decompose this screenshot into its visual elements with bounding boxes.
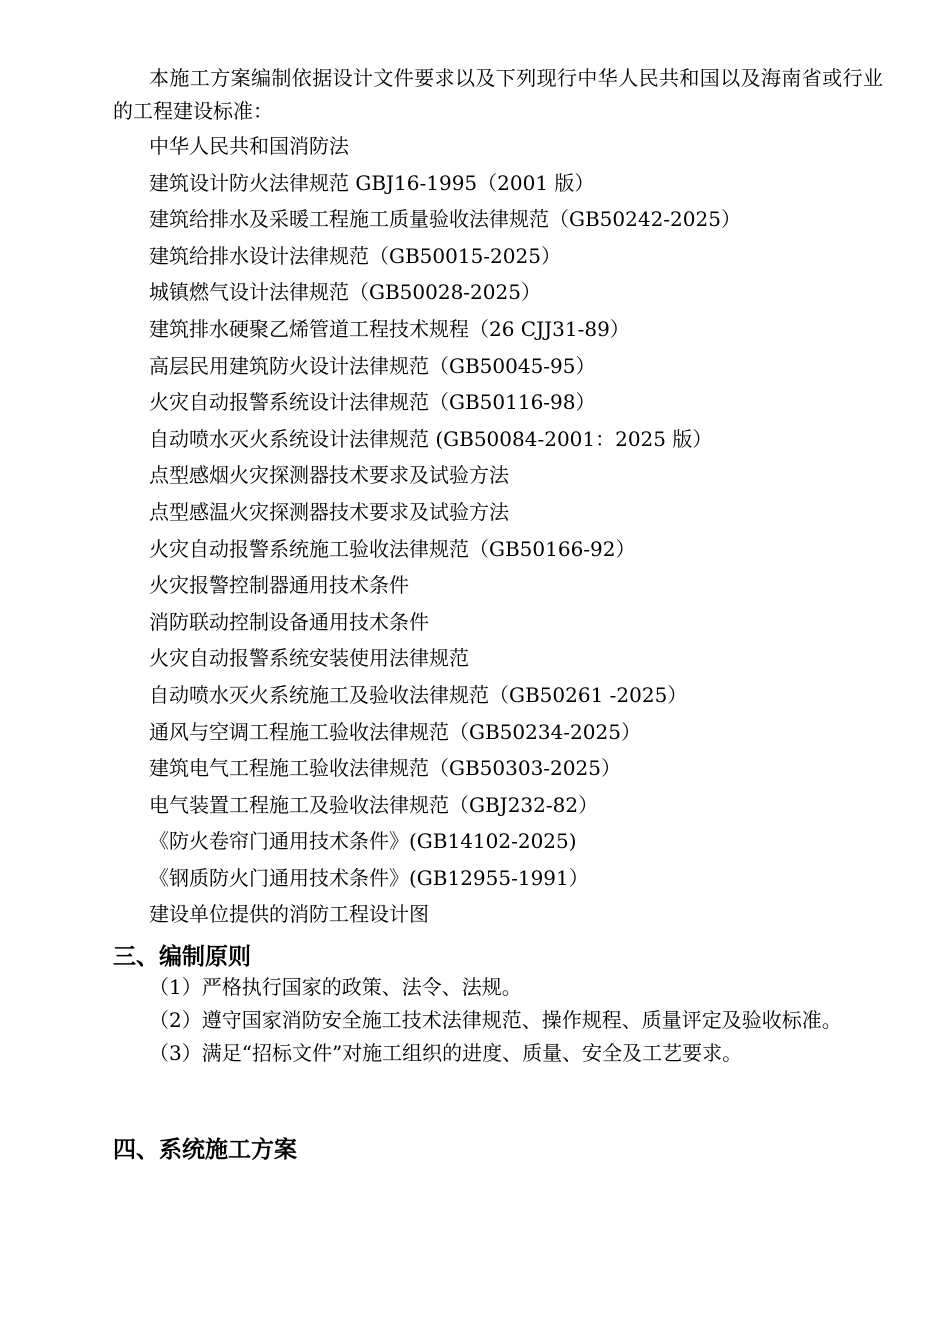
section-heading-construction-plan: 四、系统施工方案 bbox=[113, 1137, 297, 1163]
standard-item: 建设单位提供的消防工程设计图 bbox=[149, 902, 429, 927]
principle-item: （2）遵守国家消防安全施工技术法律规范、操作规程、质量评定及验收标准。 bbox=[149, 1008, 842, 1032]
standard-item: 建筑给排水及采暖工程施工质量验收法律规范（GB50242-2025） bbox=[149, 207, 741, 232]
standard-item: 通风与空调工程施工验收法律规范（GB50234-2025） bbox=[149, 719, 641, 744]
standard-item: 自动喷水灭火系统设计法律规范 (GB50084-2001：2025 版） bbox=[149, 426, 713, 451]
intro-paragraph: 本施工方案编制依据设计文件要求以及下列现行中华人民共和国以及海南省或行业的工程建设标准： bbox=[113, 66, 883, 123]
section-heading-principles: 三、编制原则 bbox=[113, 944, 251, 970]
standard-item: 建筑设计防火法律规范 GBJ16-1995（2001 版） bbox=[149, 170, 595, 195]
principle-item: （3）满足“招标文件”对施工组织的进度、质量、安全及工艺要求。 bbox=[149, 1041, 743, 1065]
standard-item: 建筑排水硬聚乙烯管道工程技术规程（26 CJJ31-89） bbox=[149, 316, 630, 341]
standard-item: 自动喷水灭火系统施工及验收法律规范（GB50261 -2025） bbox=[149, 682, 688, 707]
standard-item: 建筑给排水设计法律规范（GB50015-2025） bbox=[149, 243, 561, 268]
principles-list bbox=[113, 971, 883, 1070]
standard-item: 高层民用建筑防火设计法律规范（GB50045-95） bbox=[149, 353, 596, 378]
standard-item: 火灾报警控制器通用技术条件 bbox=[149, 573, 409, 598]
standard-item: 点型感温火灾探测器技术要求及试验方法 bbox=[149, 499, 509, 524]
standard-item: 城镇燃气设计法律规范（GB50028-2025） bbox=[149, 280, 541, 305]
standard-item: 火灾自动报警系统施工验收法律规范（GB50166-92） bbox=[149, 536, 636, 561]
standard-item: 《钢质防火门通用技术条件》(GB12955-1991） bbox=[149, 865, 589, 890]
standards-list bbox=[149, 128, 741, 933]
standard-item: 电气装置工程施工及验收法律规范（GBJ232-82） bbox=[149, 792, 599, 817]
standard-item: 建筑电气工程施工验收法律规范（GB50303-2025） bbox=[149, 756, 621, 781]
standard-item: 火灾自动报警系统安装使用法律规范 bbox=[149, 646, 469, 671]
standard-item: 消防联动控制设备通用技术条件 bbox=[149, 609, 429, 634]
standard-item: 《防火卷帘门通用技术条件》(GB14102-2025) bbox=[149, 829, 577, 854]
standard-item: 火灾自动报警系统设计法律规范（GB50116-98） bbox=[149, 390, 596, 415]
standard-item: 中华人民共和国消防法 bbox=[149, 134, 349, 158]
standard-item: 点型感烟火灾探测器技术要求及试验方法 bbox=[149, 463, 509, 488]
principle-item: （1）严格执行国家的政策、法令、法规。 bbox=[149, 975, 522, 999]
